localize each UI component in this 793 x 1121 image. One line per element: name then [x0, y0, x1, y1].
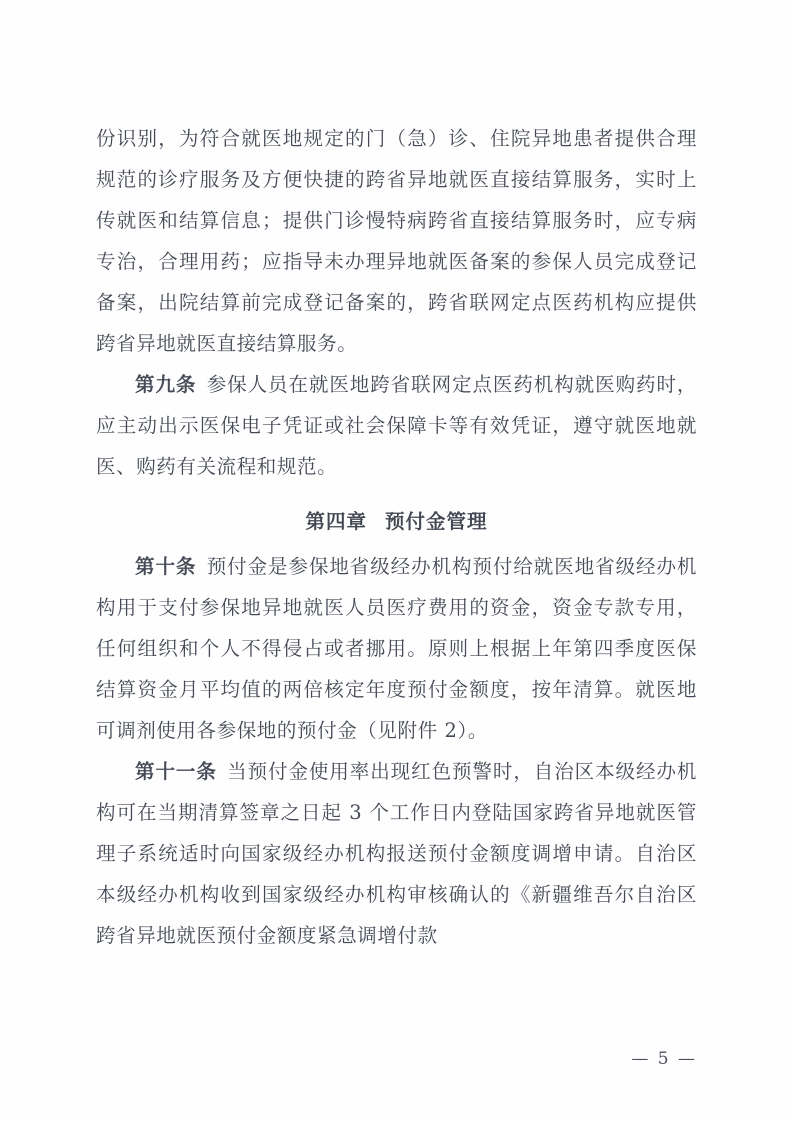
paragraph-text: 当预付金使用率出现红色预警时，自治区本级经办机构可在当期清算签章之日起 3 个工作日内登陆国家跨省异地就医管理子系统适时向国家级经办机构报送预付金额度调增申请。自治区本级经办机构收到国家级经办机构审核确认的《新疆维吾尔自治区跨省异地就医预付金额度紧急调增付款	[96, 760, 697, 947]
paragraph-text: 参保人员在就医地跨省联网定点医药机构就医购药时，应主动出示医保电子凭证或社会保障卡等有效凭证，遵守就医地就医、购药有关流程和规范。	[96, 373, 697, 478]
chapter-title: 预付金管理	[385, 510, 488, 533]
page-number-footer: — 5 —	[631, 1049, 697, 1069]
chapter-label: 第四章	[305, 510, 367, 533]
article-number-label: 第十条	[135, 555, 197, 578]
paragraph-article-nine	[96, 364, 697, 487]
paragraph-article-ten	[96, 546, 697, 751]
paragraph-continued	[96, 118, 697, 364]
paragraph-text: 预付金是参保地省级经办机构预付给就医地省级经办机构用于支付参保地异地就医人员医疗费用的资金，资金专款专用，任何组织和个人不得侵占或者挪用。原则上根据上年第四季度医保结算资金月平均值的两倍核定年度预付金额度，按年清算。就医地可调剂使用各参保地的预付金（见附件 2）。	[96, 555, 697, 742]
article-number-label: 第十一条	[135, 760, 217, 783]
document-body	[96, 118, 697, 956]
paragraph-article-eleven	[96, 751, 697, 956]
chapter-heading	[96, 501, 697, 542]
article-number-label: 第九条	[135, 373, 197, 396]
paragraph-text: 份识别，为符合就医地规定的门（急）诊、住院异地患者提供合理规范的诊疗服务及方便快捷的跨省异地就医直接结算服务，实时上传就医和结算信息；提供门诊慢特病跨省直接结算服务时，应专病专治，合理用药；应指导未办理异地就医备案的参保人员完成登记备案，出院结算前完成登记备案的，跨省联网定点医药机构应提供跨省异地就医直接结算服务。	[96, 127, 697, 355]
